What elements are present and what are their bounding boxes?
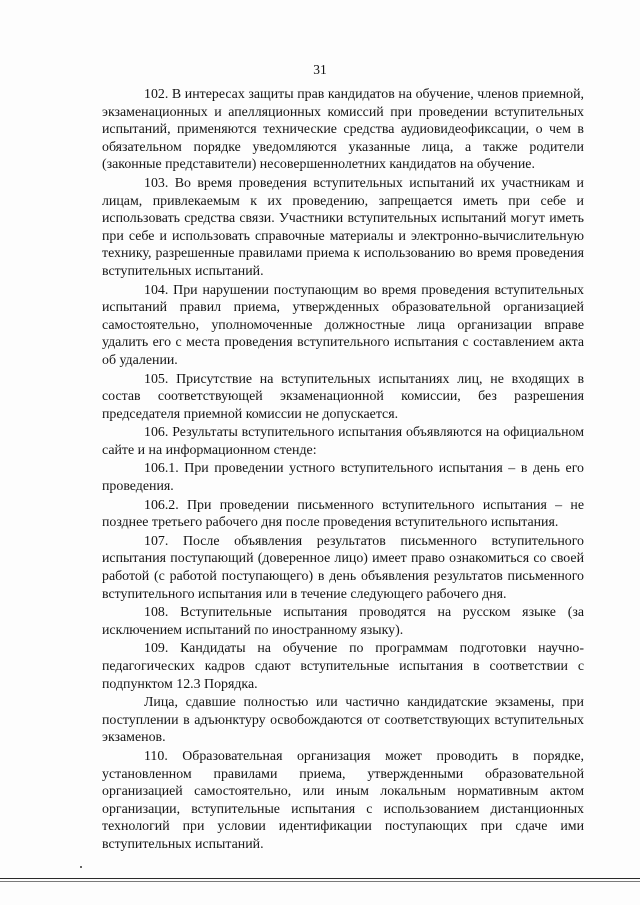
paragraph-109: 109. Кандидаты на обучение по программам подготовки научно-педагогических кадров сдают вступительные испытания в соответствии с подпунктом 12.3 Порядка. [102, 641, 584, 692]
footer-rule [0, 878, 640, 879]
paragraph-108: 108. Вступительные испытания проводятся на русском языке (за исключением испытаний по иностранному языку). [102, 605, 584, 638]
paragraph-105: 105. Присутствие на вступительных испытаниях лиц, не входящих в состав соответствующей экзаменационной комиссии, без разрешения председателя приемной комиссии не допускается. [102, 371, 584, 422]
paragraph-107: 107. После объявления результатов письменного вступительного испытания поступающий (доверенное лицо) имеет право ознакомиться со своей работой (с работой поступающего) в день объявления результатов письменного вступительного испытания или в течение следующего рабочего дня. [102, 533, 584, 602]
document-body [102, 86, 584, 854]
paragraph-103: 103. Во время проведения вступительных испытаний их участникам и лицам, привлекаемым к их проведению, запрещается иметь при себе и использовать средства связи. Участники вступительных испытаний могут иметь при себе и использовать справочные материалы и электронно-вычислительную технику, разрешенные правилами приема к использованию во время проведения вступительных испытаний. [102, 175, 584, 279]
paragraph-102: 102. В интересах защиты прав кандидатов на обучение, членов приемной, экзаменационных и апелляционных комиссий при проведении вступительных испытаний, применяются технические средства аудиовидеофиксации, о чем в обязательном порядке уведомляются указанные лица, а также родители (законные представители) несовершеннолетних кандидатов на обучение. [102, 87, 584, 173]
page-number: 31 [313, 62, 327, 77]
paragraph-106-2: 106.2. При проведении письменного вступительного испытания – не позднее третьего рабочего дня после проведения вступительного испытания. [102, 497, 584, 531]
paragraph-104: 104. При нарушении поступающим во время проведения вступительных испытаний правил приема, утвержденных образовательной организацией самостоятельно, уполномоченные должностные лица организации вправе удалить его с места проведения вступительного испытания с составлением акта об удалении. [102, 282, 584, 368]
paragraph-110: 110. Образовательная организация может проводить в порядке, установленном правилами приема, утвержденными образовательной организацией самостоятельно, или иным локальным нормативным актом организации, вступительные испытания с использованием дистанционных технологий при условии идентификации поступающих при сдаче ими вступительных испытаний. [102, 748, 584, 852]
scan-speck [80, 866, 82, 868]
footer-rule-secondary [0, 881, 640, 882]
paragraph-106: 106. Результаты вступительного испытания объявляются на официальном сайте и на информационном стенде: [102, 425, 584, 458]
paragraph-106-1: 106.1. При проведении устного вступительного испытания – в день его проведения. [102, 461, 584, 495]
paragraph-109-note: Лица, сдавшие полностью или частично кандидатские экзамены, при поступлении в адъюнктуру освобождаются от соответствующих вступительных экзаменов. [102, 695, 584, 746]
